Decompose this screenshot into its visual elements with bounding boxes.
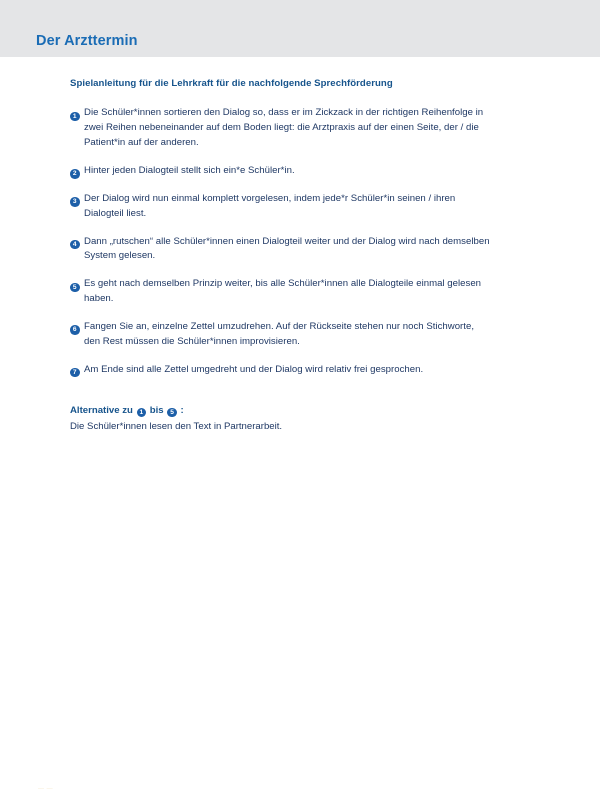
step-number-badge — [70, 365, 80, 380]
step-number-badge — [70, 280, 80, 295]
instruction-steps-list — [70, 106, 490, 377]
section-subtitle: Spielanleitung für die Lehrkraft für die nachfolgende Sprechförderung — [70, 78, 393, 89]
alternative-block — [70, 404, 490, 435]
alternative-badge-from: 1 — [137, 408, 147, 418]
step-number-badge — [70, 109, 80, 124]
step-number-badge-label: 3 — [70, 197, 80, 207]
alternative-heading — [70, 404, 490, 419]
main-content — [70, 78, 490, 434]
step-number-badge-label: 1 — [70, 112, 80, 122]
alternative-label-prefix: Alternative zu — [70, 404, 136, 416]
instruction-step — [70, 277, 490, 307]
alternative-badge-to: 5 — [167, 408, 177, 418]
alternative-body-text: Die Schüler*innen lesen den Text in Partnerarbeit. — [70, 420, 283, 432]
step-number-badge-label: 2 — [70, 169, 80, 179]
instruction-step — [70, 363, 490, 378]
step-number-badge — [70, 237, 80, 252]
instruction-step-text: Der Dialog wird nun einmal komplett vorgelesen, indem jede*r Schüler*in seinen / ihren Dialogteil liest. — [84, 192, 456, 219]
instruction-step-text: Dann „rutschen“ alle Schüler*innen einen Dialogteil weiter und der Dialog wird nach demselben System gelesen. — [84, 235, 490, 262]
instruction-step — [70, 235, 490, 265]
step-number-badge — [70, 194, 80, 209]
step-number-badge-label: 5 — [70, 283, 80, 293]
alternative-label-suffix: : — [177, 404, 184, 416]
instruction-step — [70, 192, 490, 222]
instruction-step-text: Hinter jeden Dialogteil stellt sich ein*e Schüler*in. — [84, 165, 295, 177]
page-title: Der Arzttermin — [36, 33, 138, 49]
instruction-step-text: Am Ende sind alle Zettel umgedreht und der Dialog wird relativ frei gesprochen. — [84, 363, 424, 375]
instruction-step — [70, 106, 490, 151]
instruction-step — [70, 164, 490, 179]
step-number-badge — [70, 322, 80, 337]
alternative-label-middle: bis — [147, 404, 167, 416]
step-number-badge-label: 4 — [70, 240, 80, 250]
step-number-badge — [70, 166, 80, 181]
instruction-step-text: Fangen Sie an, einzelne Zettel umzudrehen. Auf der Rückseite stehen nur noch Stichworte, den Rest müssen die Schüler*innen improvisieren. — [84, 321, 475, 347]
step-number-badge-label: 6 — [70, 325, 80, 335]
instruction-step — [70, 320, 490, 350]
page-header-band — [0, 0, 600, 57]
footer-mark: — — — [38, 786, 54, 792]
instruction-step-text: Die Schüler*innen sortieren den Dialog so, dass er im Zickzack in der richtigen Reihenfolge in zwei Reihen nebeneinander auf dem Boden liegt: die Arztpraxis auf der einen Seite, der / die Patient*in auf der anderen. — [84, 107, 484, 149]
instruction-step-text: Es geht nach demselben Prinzip weiter, bis alle Schüler*innen alle Dialogteile einmal gelesen haben. — [84, 278, 482, 305]
step-number-badge-label: 7 — [70, 368, 80, 378]
